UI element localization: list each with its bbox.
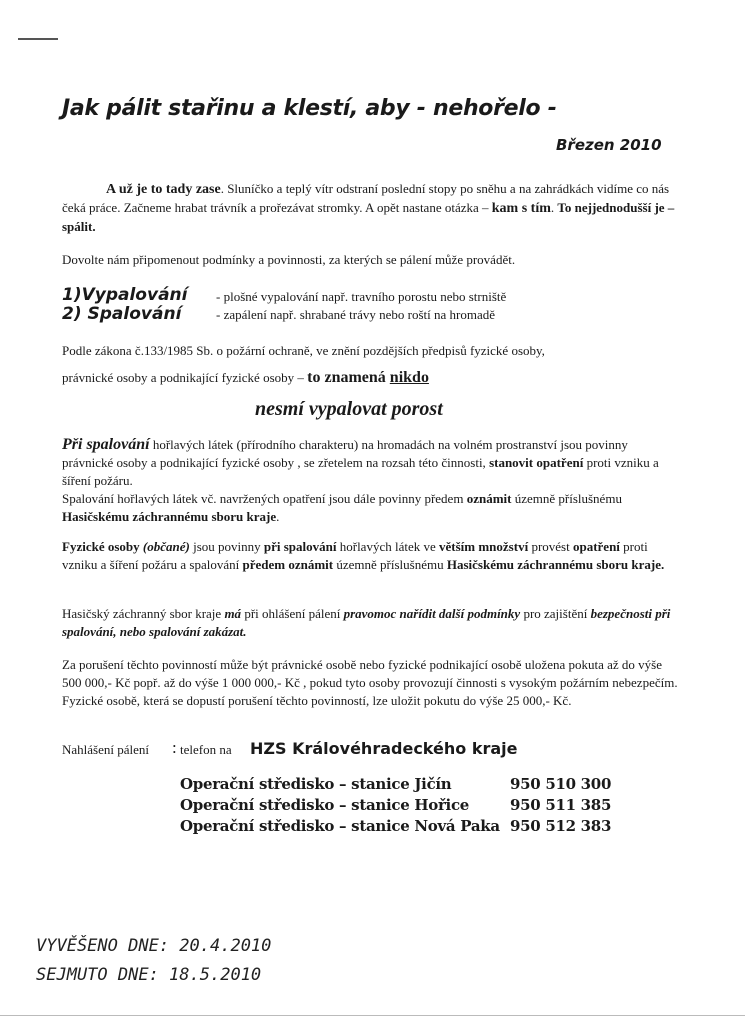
- report-label: Nahlášení pálení: [62, 742, 149, 757]
- page-bottom-rule: [0, 1015, 745, 1016]
- report-phone-label: telefon na: [180, 742, 232, 757]
- law-line-1: Podle zákona č.133/1985 Sb. o požární ochraně, ve znění pozdějších předpisů fyzické osoby,: [62, 343, 545, 358]
- intro-paragraph: A už je to tady zase. Sluníčko a teplý vítr odstraní poslední stopy po sněhu a na zahrádkách vidíme co nás čeká práce. Začneme hrabat trávník a prořezávat stromky. A opět nastane otázka – kam s tím. To nejjednodušší je – spálit.: [62, 181, 675, 234]
- intro-answer: To nejjednodušší je – spálit.: [62, 200, 675, 234]
- list-item: [62, 304, 181, 324]
- list-text: - plošné vypalování např. travního porostu nebo strniště: [216, 289, 507, 304]
- citizens-paragraph: Fyzické osoby (občané) jsou povinny při spalování hořlavých látek ve větším množství provést opatření proti vzniku a šíření požáru a spalování předem oznámit územně příslušnému Hasičskému záchrannému sboru kraje.: [62, 539, 665, 572]
- hzs-paragraph: Hasičský záchranný sbor kraje má při ohlášení pálení pravomoc nařídit další podmínky pro zajištění bezpečnosti při spalování, nebo spalování zakázat.: [62, 606, 671, 639]
- fine-paragraph: Za porušení těchto povinností může být právnické osobě nebo fyzické podnikající osobě uložena pokuta až do výše 500 000,- Kč popř. až do výše 1 000 000,- Kč , pokud tyto osoby provozují činnosti s vysokým požárním nebezpečím. Fyzické osobě, která se dopustí porušení těchto povinností, lze uložit pokutu do výše 25 000,- Kč.: [62, 657, 678, 708]
- prohibition-heading: nesmí vypalovat porost: [255, 398, 443, 420]
- list-item: [62, 285, 187, 305]
- burning-lead: Při spalování: [62, 436, 150, 453]
- law-line-2: právnické osoby a podnikající fyzické osoby – to znamená nikdo: [62, 369, 429, 386]
- station-phone: 950 511 385: [510, 796, 612, 814]
- list-label: 1)Vypalování: [62, 285, 188, 305]
- burning-paragraph: Při spalování hořlavých látek (přírodního charakteru) na hromadách na volném prostranství jsou povinny právnické osoby a podnikající fyzické osoby , se zřetelem na rozsah této činnosti, stanovit opatření proti vzniku a šíření požáru. Spalování hořlavých látek vč. navržených opatření jsou dále povinny předem oznámit územně příslušnému Hasičskému záchrannému sboru kraje.: [62, 436, 659, 524]
- list-text: - zapálení např. shrabané trávy nebo roští na hromadě: [216, 307, 496, 322]
- station-phone: 950 510 300: [510, 775, 612, 793]
- station-name: Operační středisko – stanice Nová Paka: [180, 817, 500, 835]
- document-date: Březen 2010: [556, 136, 662, 154]
- station-name: Operační středisko – stanice Jičín: [180, 775, 452, 793]
- handwritten-posted: VYVĚŠENO DNE: 20.4.2010: [36, 936, 272, 956]
- handwritten-removed: SEJMUTO DNE: 18.5.2010: [36, 965, 262, 985]
- law-nikdo: nikdo: [389, 369, 429, 386]
- list-label: 2) Spalování: [62, 304, 182, 324]
- station-name: Operační středisko – stanice Hořice: [180, 796, 470, 814]
- recall-text: Dovolte nám připomenout podmínky a povinnosti, za kterých se pálení může provádět.: [62, 252, 516, 267]
- law-znamena: to znamená: [307, 369, 390, 386]
- report-hzs: HZS Královéhradeckého kraje: [250, 739, 518, 758]
- intro-question: kam s tím: [491, 201, 551, 216]
- document-title: Jak pálit stařinu a klestí, aby - nehořelo -: [62, 96, 557, 121]
- station-phone: 950 512 383: [510, 817, 612, 835]
- corner-dash: [18, 38, 58, 40]
- intro-lead: A už je to tady zase: [106, 182, 221, 197]
- report-colon: :: [172, 738, 177, 757]
